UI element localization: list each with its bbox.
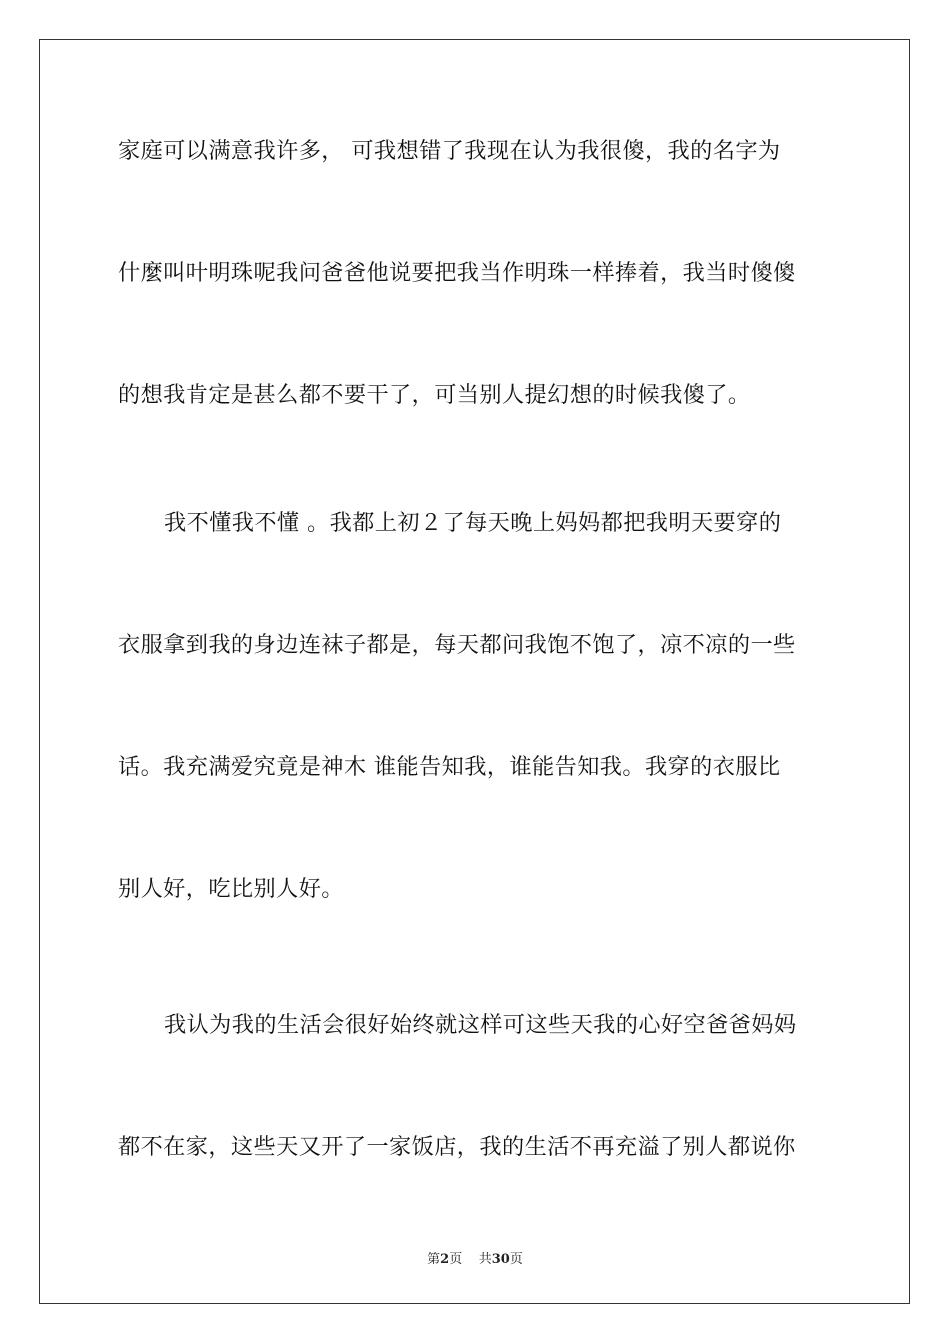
page-suffix: 页 [449,1252,463,1267]
total-prefix: 共 [478,1252,492,1267]
page-prefix: 第 [427,1252,441,1267]
text-line: 话。我充满爱究竟是神木 谁能告知我，谁能告知我。我穿的衣服比 [118,754,781,780]
page-footer [0,1248,950,1267]
text-line: 我认为我的生活会很好始终就这样可这些天我的心好空爸爸妈妈 [164,1012,797,1038]
total-suffix: 页 [509,1252,523,1267]
text-line: 都不在家，这些天又开了一家饭店，我的生活不再充溢了别人都说你 [118,1134,796,1160]
text-line: 衣服拿到我的身边连袜子都是，每天都问我饱不饱了，凉不凉的一些 [118,632,796,658]
page-border [39,39,910,1304]
text-line: 的想我肯定是甚么都不要干了，可当别人提幻想的时候我傻了。 [118,382,751,408]
text-line: 家庭可以满意我许多， 可我想错了我现在认为我很傻，我的名字为 [118,138,781,164]
page-number: 2 [440,1252,450,1267]
total-pages: 30 [491,1252,510,1267]
text-line: 别人好，吃比别人好。 [118,876,344,902]
text-line: 我不懂我不懂 。我都上初２了每天晚上妈妈都把我明天要穿的 [164,510,782,536]
text-line: 什麼叫叶明珠呢我问爸爸他说要把我当作明珠一样捧着，我当时傻傻 [118,260,796,286]
